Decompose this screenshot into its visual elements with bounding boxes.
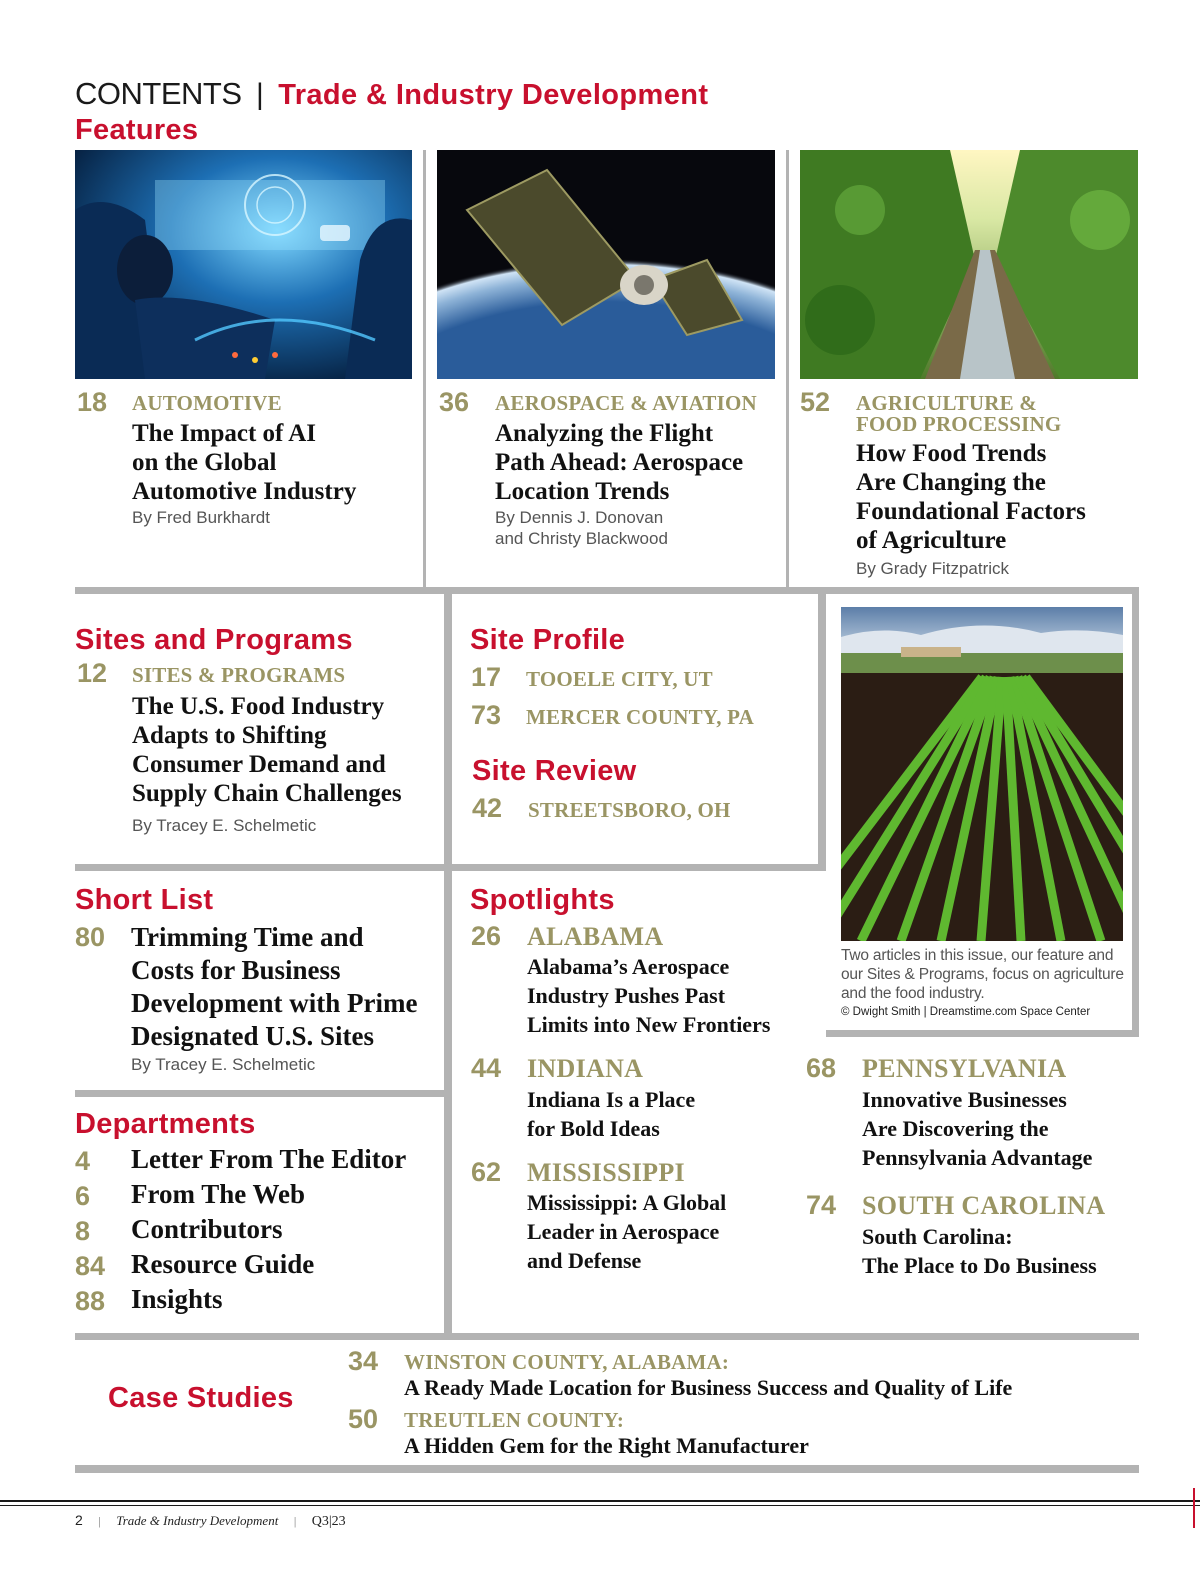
spotlight-title-line: South Carolina: [862,1224,1013,1249]
spotlight-title-line: Mississippi: A Global [527,1190,727,1215]
satellite-orbit-photo [437,150,775,379]
irrigation-crop-rows-image [800,150,1138,379]
site-profile-heading: Site Profile [470,624,626,656]
spotlight-3-state: MISSISSIPPI [527,1158,685,1187]
feature-2-title-line: Analyzing the Flight [495,420,714,447]
feature-1-title-line: Automotive Industry [132,478,357,505]
short-list-heading: Short List [75,884,214,916]
short-list-title-line: Development with Prime [131,988,418,1018]
footer-page-number: 2 [75,1512,83,1528]
feature-3-title-line: Are Changing the [856,469,1046,496]
crop-field-rows-image [841,607,1123,941]
feature-3-category [856,393,1061,436]
feature-1-page: 18 [77,387,108,417]
contents-header [75,78,708,110]
department-label: Letter From The Editor [131,1144,407,1174]
case-study-1-page: 34 [348,1346,379,1376]
crop-field-rows-photo [841,607,1123,941]
site-profile-1-label[interactable]: TOOELE CITY, UT [526,667,713,691]
left-column-divider [444,594,452,1334]
feature-1-title-line: on the Global [132,449,277,476]
department-page: 4 [75,1146,91,1176]
feature-2-page: 36 [439,387,470,417]
department-label: Insights [131,1284,223,1314]
site-review-1-page: 42 [472,793,503,823]
spotlight-title-line: Alabama’s Aerospace [527,954,730,979]
feature-divider-1 [423,150,426,587]
site-profile-2-page: 73 [471,700,502,730]
spotlight-title-line: Industry Pushes Past [527,983,726,1008]
feature-divider-2 [786,150,789,587]
feature-3-title-line: of Agriculture [856,527,1007,554]
spotlight-title-line: The Place to Do Business [862,1253,1097,1278]
header-separator: | [255,78,264,111]
short-list-title-line: Designated U.S. Sites [131,1021,375,1051]
footer-separator: | [293,1514,297,1528]
spotlight-5-state: SOUTH CAROLINA [862,1191,1106,1220]
feature-1-title[interactable] [132,419,356,506]
department-page: 84 [75,1251,106,1281]
spotlight-4-page: 68 [806,1053,837,1083]
photo-caption [841,946,1124,1003]
case-study-2-label: TREUTLEN COUNTY: [404,1408,625,1432]
short-list-title-line: Trimming Time and [131,922,364,952]
spotlight-1-page: 26 [471,921,502,951]
middle-column-divider [818,594,826,868]
features-bottom-rule [75,587,1139,594]
sites-title-line: Supply Chain Challenges [132,780,402,807]
case-study-1-label: WINSTON COUNTY, ALABAMA: [404,1350,730,1374]
spotlight-title-line: Innovative Businesses [862,1087,1067,1112]
feature-2-title-line: Path Ahead: Aerospace [495,449,744,476]
spotlights-heading: Spotlights [470,884,615,916]
satellite-orbit-image [437,150,775,379]
department-page: 88 [75,1286,106,1316]
spotlight-title-line: and Defense [527,1248,642,1273]
spotlight-5-title[interactable] [862,1222,1097,1280]
caption-line: our Sites & Programs, focus on agriculture [841,966,1124,983]
caption-line: and the food industry. [841,985,985,1002]
sites-and-programs-title[interactable] [132,692,402,808]
ai-automotive-dashboard-photo [75,150,412,379]
case-study-1-title[interactable]: A Ready Made Location for Business Success and Quality of Life [404,1375,1013,1400]
feature-2-byline [495,507,668,549]
spotlight-title-line: Leader in Aerospace [527,1219,720,1244]
feature-3-title-line: Foundational Factors [856,498,1086,525]
footer [75,1512,346,1530]
spotlight-2-state: INDIANA [527,1054,644,1083]
feature-2-category: AEROSPACE & AVIATION [495,391,757,415]
case-studies-top-rule [75,1333,1139,1340]
feature-3-title-line: How Food Trends [856,440,1047,467]
spotlight-1-state: ALABAMA [527,922,664,951]
sites-title-line: The U.S. Food Industry [132,693,385,720]
case-studies-heading: Case Studies [108,1382,294,1414]
sites-and-programs-heading: Sites and Programs [75,624,353,656]
caption-line: Two articles in this issue, our feature and [841,947,1114,964]
short-list-byline: By Tracey E. Schelmetic [131,1055,316,1074]
spotlight-3-title[interactable] [527,1188,726,1275]
footer-separator: | [98,1514,101,1528]
short-list-page: 80 [75,922,106,952]
photo-credit: © Dwight Smith | Dreamstime.com Space Center [841,1006,1091,1018]
sites-title-line: Consumer Demand and [132,751,386,778]
publication-title: Trade & Industry Development [278,79,709,111]
department-label: Resource Guide [131,1249,315,1279]
short-list-title-line: Costs for Business [131,955,341,985]
feature-2-title-line: Location Trends [495,478,670,505]
feature-3-category-line: FOOD PROCESSING [856,412,1062,437]
spotlight-4-title[interactable] [862,1085,1092,1172]
case-study-2-title[interactable]: A Hidden Gem for the Right Manufacturer [404,1433,809,1458]
site-profile-2-label[interactable]: MERCER COUNTY, PA [526,705,754,729]
departments-heading: Departments [75,1108,256,1140]
spotlight-5-page: 74 [806,1190,837,1220]
site-review-1-label[interactable]: STREETSBORO, OH [528,798,731,822]
spotlight-3-page: 62 [471,1157,502,1187]
department-label: From The Web [131,1179,306,1209]
case-study-2-page: 50 [348,1404,379,1434]
site-review-heading: Site Review [472,755,637,787]
department-label: Contributors [131,1214,283,1244]
footer-rule-thin [0,1505,1200,1506]
sites-title-line: Adapts to Shifting [132,722,327,749]
footer-publication: Trade & Industry Development [116,1513,279,1528]
irrigation-crop-rows-photo [800,150,1138,379]
footer-rule-thick [0,1500,1200,1502]
features-heading: Features [75,114,199,146]
department-page: 6 [75,1181,91,1211]
feature-1-category: AUTOMOTIVE [132,391,282,415]
spotlight-title-line: Indiana Is a Place [527,1087,696,1112]
feature-1-byline: By Fred Burkhardt [132,508,270,527]
spotlight-2-page: 44 [471,1053,502,1083]
short-list-title[interactable] [131,921,417,1053]
contents-label: CONTENTS [75,76,242,111]
spotlight-1-title[interactable] [527,952,770,1039]
feature-3-category-line: AGRICULTURE & [856,391,1037,415]
spotlight-4-state: PENNSYLVANIA [862,1054,1067,1083]
feature-3-title[interactable] [856,439,1086,555]
left-lower-rule [75,1090,447,1097]
case-studies-bottom-rule [75,1465,1139,1473]
feature-3-byline: By Grady Fitzpatrick [856,559,1010,578]
sites-and-programs-category: SITES & PROGRAMS [132,663,346,687]
spotlight-2-title[interactable] [527,1085,695,1143]
sites-and-programs-page: 12 [77,658,108,688]
feature-2-title[interactable] [495,419,743,506]
spotlight-title-line: for Bold Ideas [527,1116,660,1141]
spotlight-title-line: Pennsylvania Advantage [862,1145,1093,1170]
site-profile-1-page: 17 [471,662,502,692]
page-edge-mark [1193,1488,1195,1528]
feature-3-page: 52 [800,387,831,417]
department-page: 8 [75,1216,91,1246]
footer-issue: Q3|23 [311,1514,346,1529]
feature-2-byline-line: and Christy Blackwood [495,529,668,548]
feature-1-title-line: The Impact of AI [132,420,317,447]
feature-2-byline-line: By Dennis J. Donovan [495,508,664,527]
sites-and-programs-byline: By Tracey E. Schelmetic [132,816,317,835]
spotlight-title-line: Limits into New Frontiers [527,1012,771,1037]
left-mid-rule [75,864,826,871]
ai-automotive-dashboard-image [75,150,412,379]
spotlight-title-line: Are Discovering the [862,1116,1049,1141]
